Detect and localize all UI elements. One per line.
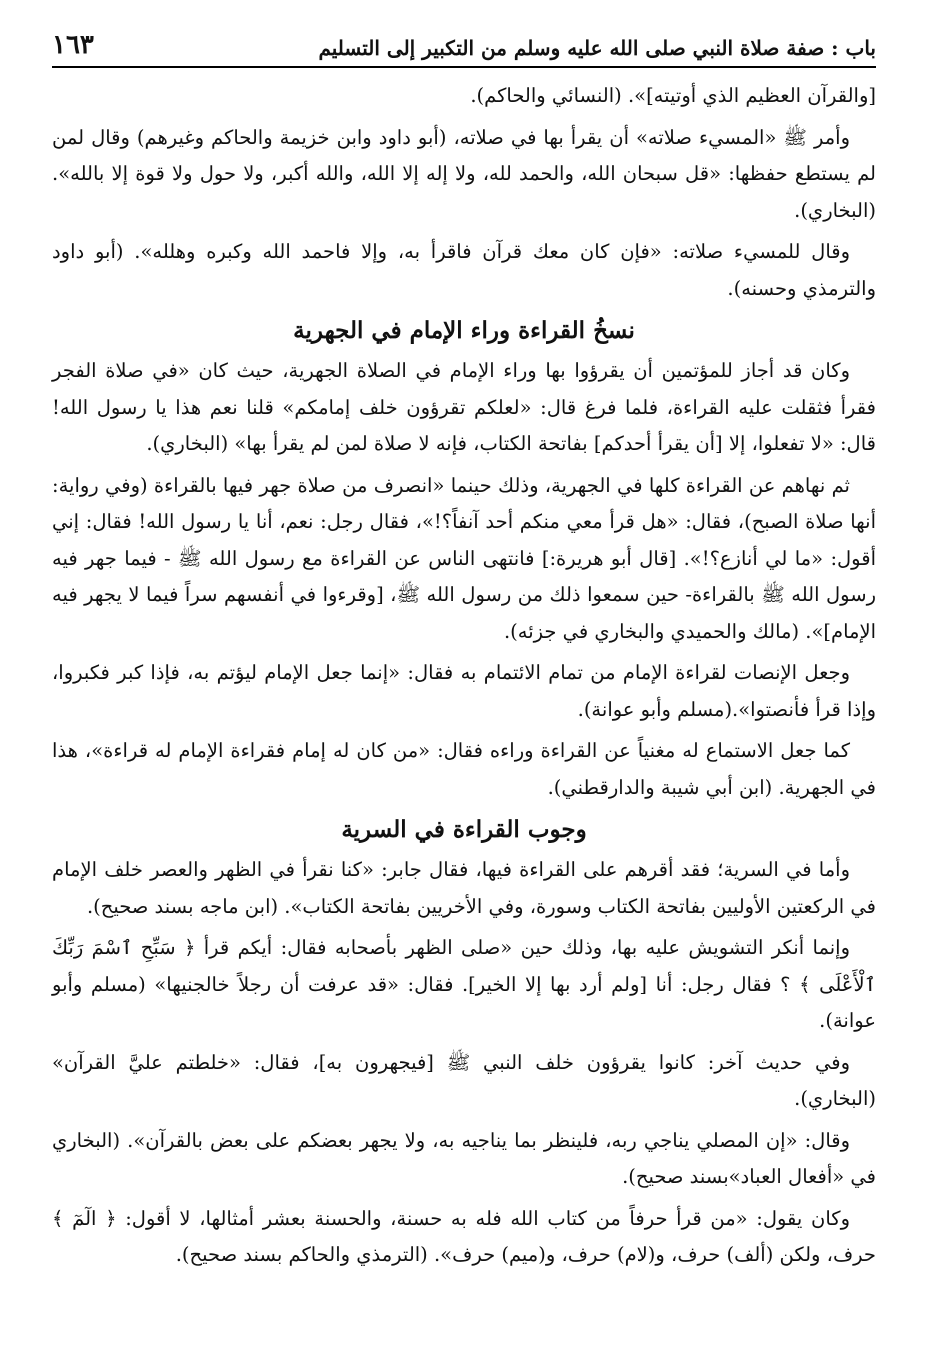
paragraph: وجعل الإنصات لقراءة الإمام من تمام الائتمام به فقال: «إنما جعل الإمام ليؤتم به، فإذا كبر فكبروا، وإذا قرأ فأنصتوا».(مسلم وأبو عوانة). [52,661,876,721]
paragraph: وأمر ﷺ «المسيء صلاته» أن يقرأ بها في صلاته، (أبو داود وابن خزيمة والحاكم وغيرهم) وقال لمن لم يستطع حفظها: «قل سبحان الله، والحمد لله، ولا إله إلا الله، والله أكبر، ولا حول ولا قوة إلا بالله». (البخاري). [52,125,876,222]
paragraph: وكان يقول: «من قرأ حرفاً من كتاب الله فله به حسنة، والحسنة بعشر أمثالها، لا أقول: ﴿ الٓمٓ ﴾ حرف، ولكن (ألف) حرف، و(لام) حرف، و(ميم) حرف». (الترمذي والحاكم بسند صحيح). [52,1206,876,1266]
running-title: باب : صفة صلاة النبي صلى الله عليه وسلم من التكبير إلى التسليم [318,36,876,60]
paragraph: وقال للمسيء صلاته: «فإن كان معك قرآن فاقرأ به، وإلا فاحمد الله وكبره وهلله». (أبو داود والترمذي وحسنه). [52,240,876,300]
paragraph: وأما في السرية؛ فقد أقرهم على القراءة فيها، فقال جابر: «كنا نقرأ في الظهر والعصر خلف الإمام في الركعتين الأوليين بفاتحة الكتاب وسورة، وفي الأخريين بفاتحة الكتاب». (ابن ماجه بسند صحيح). [52,858,876,918]
paragraph: ثم نهاهم عن القراءة كلها في الجهرية، وذلك حينما «انصرف من صلاة جهر فيها بالقراءة (وفي رواية: أنها صلاة الصبح)، فقال: «هل قرأ معي منكم أحد آنفاً؟!»، فقال رجل: نعم، أنا يا رسول الله! فقال: إني أقول: «ما لي أنازع؟!». [قال أبو هريرة:] فانتهى الناس عن القراءة مع رسول الله ﷺ - فيما جهر فيه رسول الله ﷺ بالقراءة- حين سمعوا ذلك من رسول الله ﷺ، [وقرءوا في أنفسهم سراً فيما لا يجهر فيه الإمام]». (مالك والحميدي والبخاري في جزئه). [52,473,876,643]
paragraph: كما جعل الاستماع له مغنياً عن القراءة وراءه فقال: «من كان له إمام فقراءة الإمام له قراءة»، هذا في الجهرية. (ابن أبي شيبة والدارقطني). [52,739,876,799]
paragraph: [والقرآن العظيم الذي أوتيته]». (النسائي والحاكم). [470,84,876,107]
paragraph: وكان قد أجاز للمؤتمين أن يقرؤوا بها وراء الإمام في الصلاة الجهرية، حيث كان «في صلاة الفجر فقرأ فثقلت عليه القراءة، فلما فرغ قال: «لعلكم تقرؤون خلف إمامكم» قلنا نعم هذا يا رسول الله! قال: «لا تفعلوا، إلا [أن يقرأ أحدكم] بفاتحة الكتاب، فإنه لا صلاة لمن لم يقرأ بها» (البخاري). [52,359,876,455]
page-number: ١٦٣ [52,30,94,60]
paragraph: وإنما أنكر التشويش عليه بها، وذلك حين «صلى الظهر بأصحابه فقال: أيكم قرأ ﴿ سَبِّحِ ٱسْمَ رَبِّكَ ٱلْأَعْلَى ﴾ ؟ فقال رجل: أنا [ولم أرد بها إلا الخير]. فقال: «قد عرفت أن رجلاً خالجنيها» (مسلم وأبو عوانة). [52,936,876,1032]
page-header [52,20,876,68]
section-heading: وجوب القراءة في السرية [341,816,587,843]
page-body [52,78,876,1274]
section-heading: نسخُ القراءة وراء الإمام في الجهرية [293,317,635,344]
book-page [52,20,876,1350]
paragraph: وفي حديث آخر: كانوا يقرؤون خلف النبي ﷺ [فيجهرون به]، فقال: «خلطتم عليَّ القرآن» (البخاري). [52,1050,876,1110]
paragraph: وقال: «إن المصلي يناجي ربه، فلينظر بما يناجيه به، ولا يجهر بعضكم على بعض بالقرآن». (البخاري في «أفعال العباد»بسند صحيح). [52,1128,876,1188]
